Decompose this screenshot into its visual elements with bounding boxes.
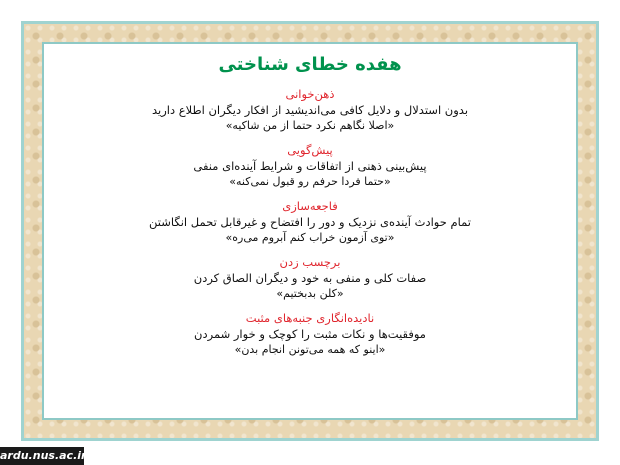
page-title: هفده خطای شناختی [218, 54, 402, 75]
site-watermark: ardu.nus.ac.ir [0, 447, 84, 465]
list-item [54, 310, 566, 357]
decorative-frame [21, 21, 599, 441]
list-item [54, 254, 566, 301]
item-heading: نادیده‌انگاری جنبه‌های مثبت [245, 311, 375, 325]
item-description: موفقیت‌ها و نکات مثبت را کوچک و خوار شمردن [194, 327, 426, 341]
list-item [54, 142, 566, 189]
item-description: تمام حوادث آینده‌ی نزدیک و دور را افتضاح و غیرقابل تحمل انگاشتن [149, 215, 471, 229]
item-description: پیش‌بینی ذهنی از اتفاقات و شرایط آینده‌ای منفی [193, 159, 427, 173]
item-description: بدون استدلال و دلایل کافی می‌اندیشید از افکار دیگران اطلاع دارید [151, 103, 469, 117]
item-quote: «توی آزمون خراب کنم آبروم می‌ره» [225, 231, 395, 244]
item-heading: فاجعه‌سازی [282, 199, 338, 213]
item-quote: «کلن بدبختیم» [276, 287, 344, 300]
item-heading: ذهن‌خوانی [285, 87, 335, 101]
item-heading: پیش‌گویی [287, 143, 333, 157]
item-heading: برچسب زدن [279, 255, 341, 269]
item-quote: «اینو که همه می‌تونن انجام بدن» [234, 343, 386, 356]
content-panel [42, 42, 578, 420]
item-quote: «اصلا نگاهم نکرد حتما از من شاکیه» [225, 119, 395, 132]
item-quote: «حتما فردا حرفم رو قبول نمی‌کنه» [229, 175, 391, 188]
item-description: صفات کلی و منفی به خود و دیگران الصاق کردن [193, 271, 427, 285]
distortion-list [54, 86, 566, 357]
list-item [54, 86, 566, 133]
list-item [54, 198, 566, 245]
content-area [54, 52, 566, 414]
